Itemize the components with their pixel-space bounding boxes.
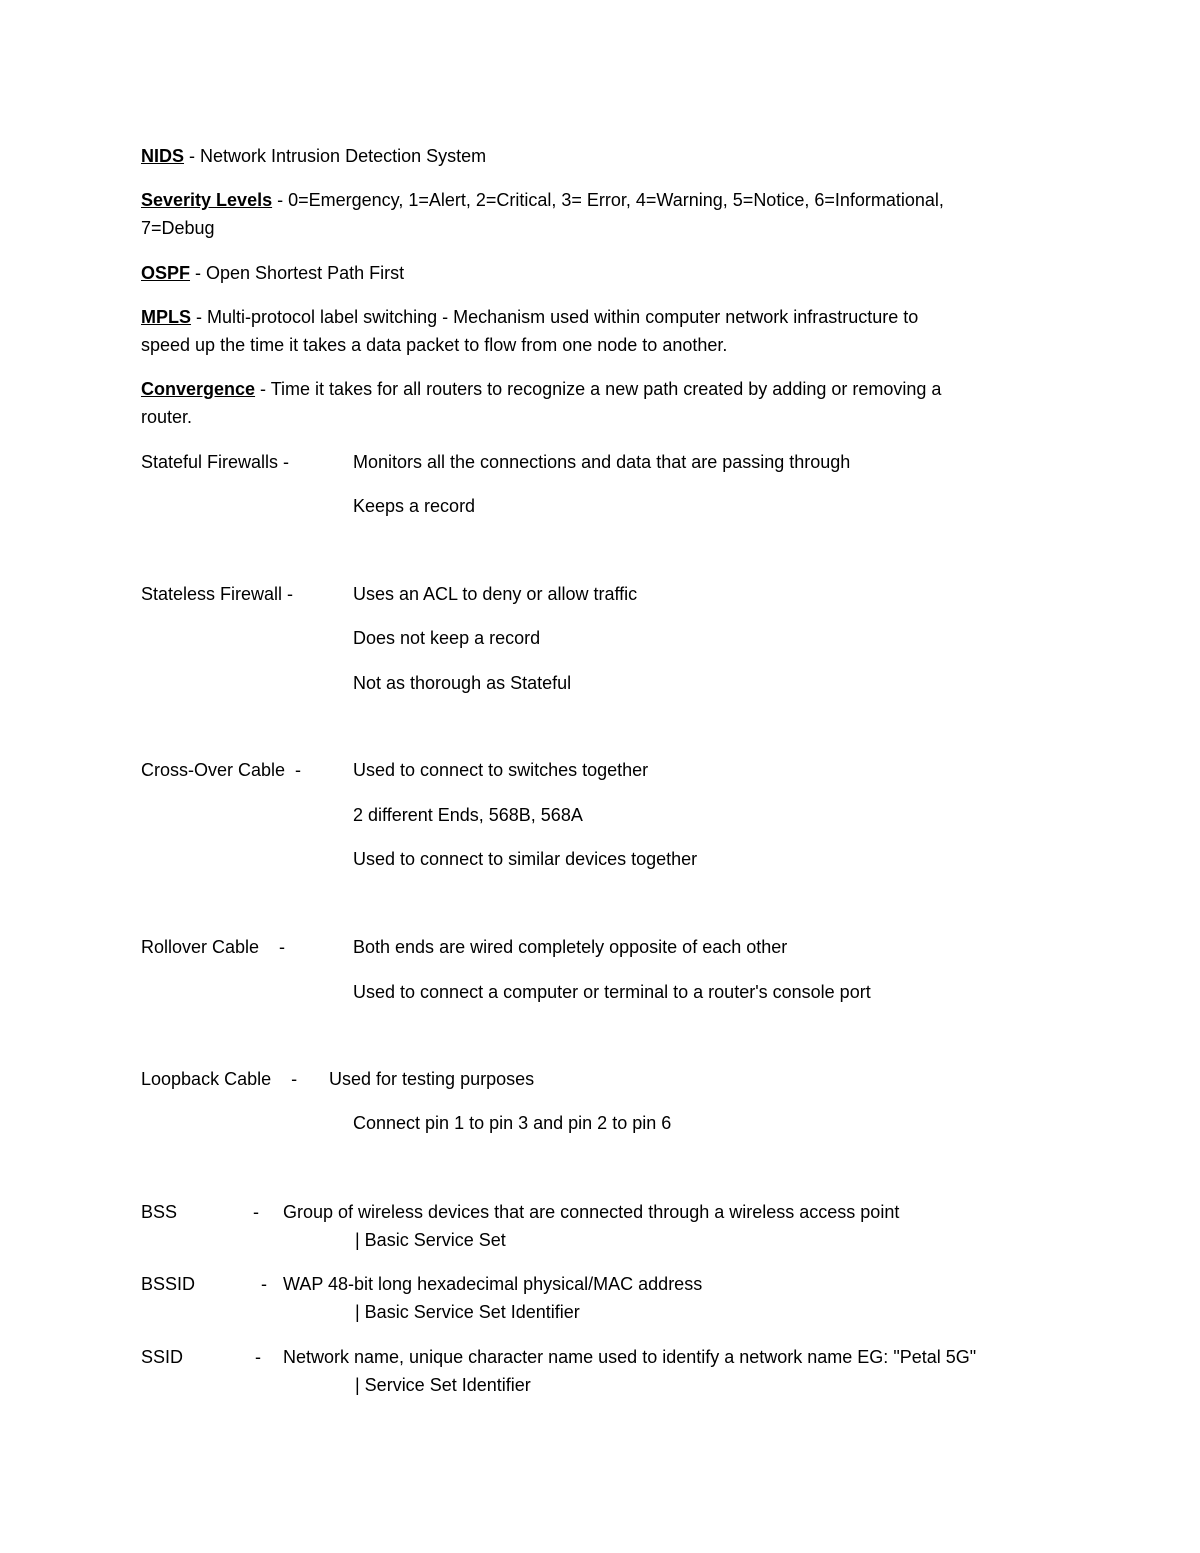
- ssid-label: SSID: [141, 1347, 184, 1367]
- stateless-item: Not as thorough as Stateful: [353, 673, 572, 693]
- loopback-label: Loopback Cable -: [141, 1069, 298, 1089]
- nids-definition: [141, 145, 486, 167]
- loopback-item: Connect pin 1 to pin 3 and pin 2 to pin 6: [353, 1113, 672, 1133]
- loopback-item: Used for testing purposes: [329, 1069, 535, 1089]
- crossover-item: Used to connect to switches together: [353, 760, 649, 780]
- bssid-full-name: | Basic Service Set Identifier: [355, 1302, 580, 1322]
- rollover-item: Used to connect a computer or terminal to a router's console port: [353, 982, 871, 1002]
- bssid-dash: -: [261, 1274, 267, 1294]
- stateless-item: Does not keep a record: [353, 628, 541, 648]
- ssid-full-name: | Service Set Identifier: [355, 1375, 531, 1395]
- crossover-label: Cross-Over Cable -: [141, 760, 302, 780]
- severity-text: - 0=Emergency, 1=Alert, 2=Critical, 3= Error, 4=Warning, 5=Notice, 6=Informational,: [272, 190, 944, 210]
- convergence-text-continued: router.: [141, 407, 193, 427]
- crossover-item: Used to connect to similar devices together: [353, 849, 698, 869]
- mpls-definition: [141, 306, 918, 328]
- stateless-label: Stateless Firewall -: [141, 584, 294, 604]
- ospf-text: - Open Shortest Path First: [190, 263, 405, 283]
- nids-term: NIDS: [141, 146, 185, 166]
- ssid-dash: -: [255, 1347, 261, 1367]
- convergence-text: - Time it takes for all routers to recognize a new path created by adding or removing a: [255, 379, 942, 399]
- mpls-text-continued: speed up the time it takes a data packet to flow from one node to another.: [141, 335, 728, 355]
- nids-text: - Network Intrusion Detection System: [184, 146, 487, 166]
- ospf-definition: [141, 262, 404, 284]
- severity-definition: [141, 189, 944, 211]
- bssid-description: WAP 48-bit long hexadecimal physical/MAC address: [283, 1274, 703, 1294]
- stateful-item: Keeps a record: [353, 496, 476, 516]
- stateful-label: Stateful Firewalls -: [141, 452, 290, 472]
- convergence-term: Convergence: [141, 379, 256, 399]
- ospf-term: OSPF: [141, 263, 191, 283]
- mpls-term: MPLS: [141, 307, 192, 327]
- severity-term: Severity Levels: [141, 190, 273, 210]
- bss-description: Group of wireless devices that are connected through a wireless access point: [283, 1202, 900, 1222]
- convergence-definition: [141, 378, 941, 400]
- bss-full-name: | Basic Service Set: [355, 1230, 506, 1250]
- crossover-item: 2 different Ends, 568B, 568A: [353, 805, 583, 825]
- bss-label: BSS: [141, 1202, 178, 1222]
- stateless-item: Uses an ACL to deny or allow traffic: [353, 584, 638, 604]
- bssid-label: BSSID: [141, 1274, 196, 1294]
- rollover-item: Both ends are wired completely opposite of each other: [353, 937, 788, 957]
- severity-text-continued: 7=Debug: [141, 218, 215, 238]
- stateful-item: Monitors all the connections and data that are passing through: [353, 452, 851, 472]
- rollover-label: Rollover Cable -: [141, 937, 286, 957]
- bss-dash: -: [253, 1202, 259, 1222]
- mpls-text: - Multi-protocol label switching - Mechanism used within computer network infrastructure to: [191, 307, 919, 327]
- ssid-description: Network name, unique character name used to identify a network name EG: "Petal 5G": [283, 1347, 977, 1367]
